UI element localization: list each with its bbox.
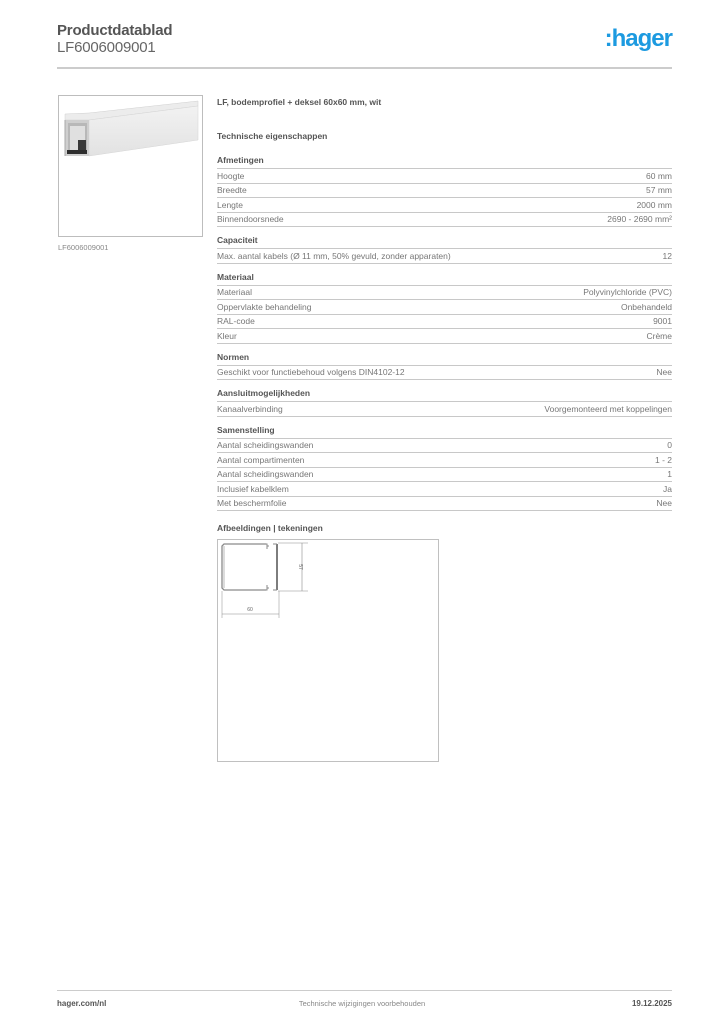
group-title: Capaciteit	[217, 235, 672, 249]
spec-value: Ja	[663, 483, 672, 494]
dim-width-label: 60	[247, 607, 253, 613]
group-title: Samenstelling	[217, 425, 672, 439]
spec-value: 1 - 2	[654, 454, 672, 465]
spec-label: Lengte	[217, 199, 243, 210]
spec-value: 1	[667, 469, 672, 480]
spec-value: 57 mm	[646, 185, 672, 196]
product-description: LF, bodemprofiel + deksel 60x60 mm, wit	[217, 97, 382, 107]
spec-row	[217, 169, 672, 184]
spec-group-capacity	[217, 235, 672, 264]
spec-value: Voorgemonteerd met koppelingen	[544, 403, 672, 414]
spec-row	[217, 213, 672, 228]
spec-value: Nee	[656, 498, 672, 509]
spec-row	[217, 468, 672, 483]
spec-label: Max. aantal kabels (Ø 11 mm, 50% gevuld, zonder apparaten)	[217, 250, 451, 261]
article-number: LF6006009001	[57, 39, 156, 56]
spec-value: 2000 mm	[636, 199, 672, 210]
spec-label: Aantal scheidingswanden	[217, 440, 314, 451]
footer-date: 19.12.2025	[631, 999, 672, 1008]
spec-value: 2690 - 2690 mm²	[607, 214, 672, 225]
spec-label: Inclusief kabelklem	[217, 483, 289, 494]
spec-row	[217, 497, 672, 512]
spec-value: Polyvinylchloride (PVC)	[583, 287, 672, 298]
spec-value: Nee	[656, 367, 672, 378]
header-divider	[57, 67, 672, 69]
spec-row	[217, 366, 672, 381]
spec-label: Materiaal	[217, 287, 252, 298]
product-image	[58, 95, 203, 237]
group-title: Afmetingen	[217, 155, 672, 169]
hager-logo: :hager	[604, 25, 672, 52]
spec-label: Breedte	[217, 185, 247, 196]
footer-disclaimer: Technische wijzigingen voorbehouden	[298, 999, 426, 1008]
group-title: Aansluitmogelijkheden	[217, 388, 672, 402]
images-section-title: Afbeeldingen | tekeningen	[217, 523, 323, 533]
product-image-caption: LF6006009001	[58, 243, 109, 252]
spec-label: Oppervlakte behandeling	[217, 301, 312, 312]
spec-value: Crème	[646, 330, 672, 341]
spec-label: Aantal compartimenten	[217, 454, 305, 465]
spec-group-standards	[217, 352, 672, 381]
spec-label: Met beschermfolie	[217, 498, 287, 509]
technical-drawing	[217, 539, 439, 762]
spec-row	[217, 286, 672, 301]
spec-row	[217, 402, 672, 417]
spec-label: RAL-code	[217, 316, 255, 327]
spec-row	[217, 249, 672, 264]
group-title: Normen	[217, 352, 672, 366]
spec-value: 9001	[653, 316, 672, 327]
spec-row	[217, 453, 672, 468]
spec-label: Aantal scheidingswanden	[217, 469, 314, 480]
spec-group-material	[217, 272, 672, 344]
spec-group-dimensions	[217, 155, 672, 227]
spec-row	[217, 315, 672, 330]
dim-height-label: 57	[297, 564, 303, 570]
spec-row	[217, 300, 672, 315]
spec-label: Kanaalverbinding	[217, 403, 283, 414]
product-specs	[217, 97, 672, 762]
spec-label: Binnendoorsnede	[217, 214, 284, 225]
spec-value: 12	[662, 250, 672, 261]
footer-divider	[57, 990, 672, 991]
spec-value: 60 mm	[646, 170, 672, 181]
spec-row	[217, 439, 672, 454]
cross-section-drawing-icon	[218, 540, 438, 761]
spec-row	[217, 184, 672, 199]
spec-value: Onbehandeld	[620, 301, 672, 312]
spec-row	[217, 198, 672, 213]
spec-label: Geschikt voor functiebehoud volgens DIN4102-12	[217, 367, 405, 378]
spec-row	[217, 482, 672, 497]
cable-duct-product-photo-icon	[59, 96, 202, 236]
spec-value: 0	[667, 440, 672, 451]
technical-properties-title: Technische eigenschappen	[217, 131, 328, 141]
spec-row	[217, 329, 672, 344]
spec-group-connections	[217, 388, 672, 417]
page-title: Productdatablad	[57, 22, 173, 39]
spec-label: Hoogte	[217, 170, 245, 181]
spec-label: Kleur	[217, 330, 237, 341]
group-title: Materiaal	[217, 272, 672, 286]
footer-website-link[interactable]: hager.com/nl	[57, 999, 107, 1008]
spec-group-composition	[217, 425, 672, 512]
